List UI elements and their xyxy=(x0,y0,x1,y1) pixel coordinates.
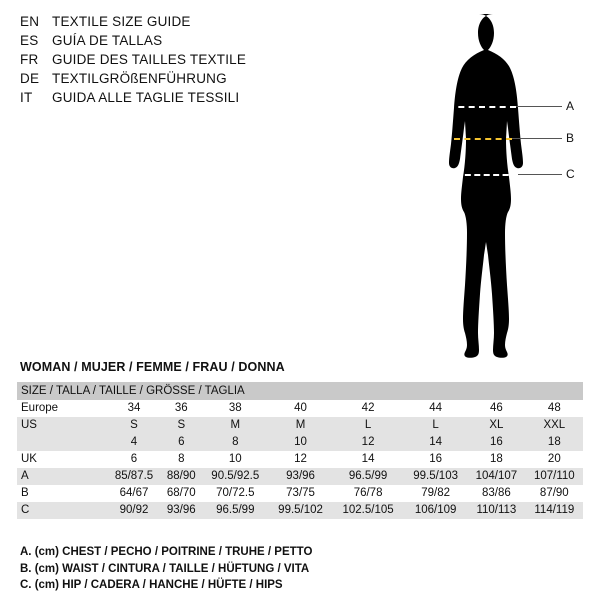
table-cell: 42 xyxy=(332,400,404,417)
table-header-cell: SIZE / TALLA / TAILLE / GRÖSSE / TAGLIA xyxy=(17,382,583,400)
table-cell: 85/87.5 xyxy=(107,468,161,485)
title-text: GUIDE DES TAILLES TEXTILE xyxy=(52,52,247,67)
measure-label-b: B xyxy=(566,131,575,145)
measure-line-waist xyxy=(454,138,512,140)
table-cell: 10 xyxy=(202,451,270,468)
size-table-wrapper xyxy=(17,382,583,519)
table-cell: 12 xyxy=(269,451,332,468)
table-cell: 68/70 xyxy=(161,485,202,502)
lead-line-b xyxy=(512,138,562,139)
table-cell: 107/110 xyxy=(526,468,583,485)
table-cell: M xyxy=(269,417,332,434)
table-cell: 96.5/99 xyxy=(202,502,270,519)
table-cell: S xyxy=(107,417,161,434)
table-cell: 76/78 xyxy=(332,485,404,502)
table-cell: 99.5/102 xyxy=(269,502,332,519)
table-row xyxy=(17,485,583,502)
table-cell: 34 xyxy=(107,400,161,417)
row-label xyxy=(17,434,107,451)
measure-line-hip xyxy=(446,174,518,176)
footnote-b: B. (cm) WAIST / CINTURA / TAILLE / HÜFTUNG / VITA xyxy=(20,562,310,575)
table-cell: 8 xyxy=(202,434,270,451)
table-header-row xyxy=(17,382,583,400)
table-cell: 99.5/103 xyxy=(404,468,467,485)
table-cell: 106/109 xyxy=(404,502,467,519)
title-row xyxy=(20,71,350,90)
table-cell: 104/107 xyxy=(467,468,526,485)
table-cell: XL xyxy=(467,417,526,434)
table-cell: 14 xyxy=(404,434,467,451)
row-label: Europe xyxy=(17,400,107,417)
table-cell: 93/96 xyxy=(269,468,332,485)
table-cell: 38 xyxy=(202,400,270,417)
table-row xyxy=(17,468,583,485)
table-cell: 114/119 xyxy=(526,502,583,519)
title-text: TEXTILE SIZE GUIDE xyxy=(52,14,191,29)
body-figure-area xyxy=(400,8,596,374)
title-lang-code: IT xyxy=(20,90,33,105)
table-cell: 87/90 xyxy=(526,485,583,502)
size-table xyxy=(17,382,583,519)
title-text: GUÍA DE TALLAS xyxy=(52,33,163,48)
table-cell: 8 xyxy=(161,451,202,468)
table-cell: 79/82 xyxy=(404,485,467,502)
row-label: UK xyxy=(17,451,107,468)
measure-line-chest xyxy=(448,106,516,108)
row-label: US xyxy=(17,417,107,434)
table-cell: 14 xyxy=(332,451,404,468)
measure-label-a: A xyxy=(566,99,575,113)
table-row xyxy=(17,400,583,417)
measure-label-c: C xyxy=(566,167,575,181)
title-lang-code: FR xyxy=(20,52,39,67)
table-row xyxy=(17,451,583,468)
table-cell: 12 xyxy=(332,434,404,451)
table-row xyxy=(17,417,583,434)
table-cell: 44 xyxy=(404,400,467,417)
table-cell: 4 xyxy=(107,434,161,451)
measurement-footnotes xyxy=(20,544,312,594)
table-cell: 6 xyxy=(107,451,161,468)
language-titles xyxy=(20,14,350,109)
table-cell: 18 xyxy=(467,451,526,468)
table-cell: 36 xyxy=(161,400,202,417)
table-cell: 64/67 xyxy=(107,485,161,502)
title-text: TEXTILGRÖßENFÜHRUNG xyxy=(52,71,227,86)
female-body-silhouette-icon xyxy=(428,8,558,374)
table-cell: 96.5/99 xyxy=(332,468,404,485)
table-cell: L xyxy=(404,417,467,434)
table-cell: 93/96 xyxy=(161,502,202,519)
footnote-c: C. (cm) HIP / CADERA / HANCHE / HÜFTE / HIPS xyxy=(20,579,283,591)
lead-line-c xyxy=(518,174,562,175)
footnote-a: A. (cm) CHEST / PECHO / POITRINE / TRUHE / PETTO xyxy=(20,546,313,558)
title-row xyxy=(20,52,350,71)
table-cell: 90.5/92.5 xyxy=(202,468,270,485)
table-cell: 20 xyxy=(526,451,583,468)
table-cell: 83/86 xyxy=(467,485,526,502)
table-cell: 18 xyxy=(526,434,583,451)
table-row xyxy=(17,434,583,451)
table-cell: 90/92 xyxy=(107,502,161,519)
table-cell: 16 xyxy=(467,434,526,451)
table-cell: S xyxy=(161,417,202,434)
title-row xyxy=(20,14,350,33)
table-cell: 40 xyxy=(269,400,332,417)
table-cell: 70/72.5 xyxy=(202,485,270,502)
table-cell: 16 xyxy=(404,451,467,468)
table-cell: XXL xyxy=(526,417,583,434)
table-cell: 48 xyxy=(526,400,583,417)
title-lang-code: EN xyxy=(20,14,40,29)
table-cell: L xyxy=(332,417,404,434)
row-label: A xyxy=(17,468,107,485)
section-heading-woman: WOMAN / MUJER / FEMME / FRAU / DONNA xyxy=(20,360,285,374)
title-lang-code: DE xyxy=(20,71,40,86)
table-cell: 102.5/105 xyxy=(332,502,404,519)
row-label: B xyxy=(17,485,107,502)
row-label: C xyxy=(17,502,107,519)
table-cell: 110/113 xyxy=(467,502,526,519)
table-cell: 10 xyxy=(269,434,332,451)
table-cell: M xyxy=(202,417,270,434)
title-row xyxy=(20,90,350,109)
title-lang-code: ES xyxy=(20,33,39,48)
table-cell: 46 xyxy=(467,400,526,417)
table-cell: 73/75 xyxy=(269,485,332,502)
table-row xyxy=(17,502,583,519)
table-cell: 88/90 xyxy=(161,468,202,485)
title-row xyxy=(20,33,350,52)
lead-line-a xyxy=(516,106,562,107)
table-cell: 6 xyxy=(161,434,202,451)
title-text: GUIDA ALLE TAGLIE TESSILI xyxy=(52,90,240,105)
